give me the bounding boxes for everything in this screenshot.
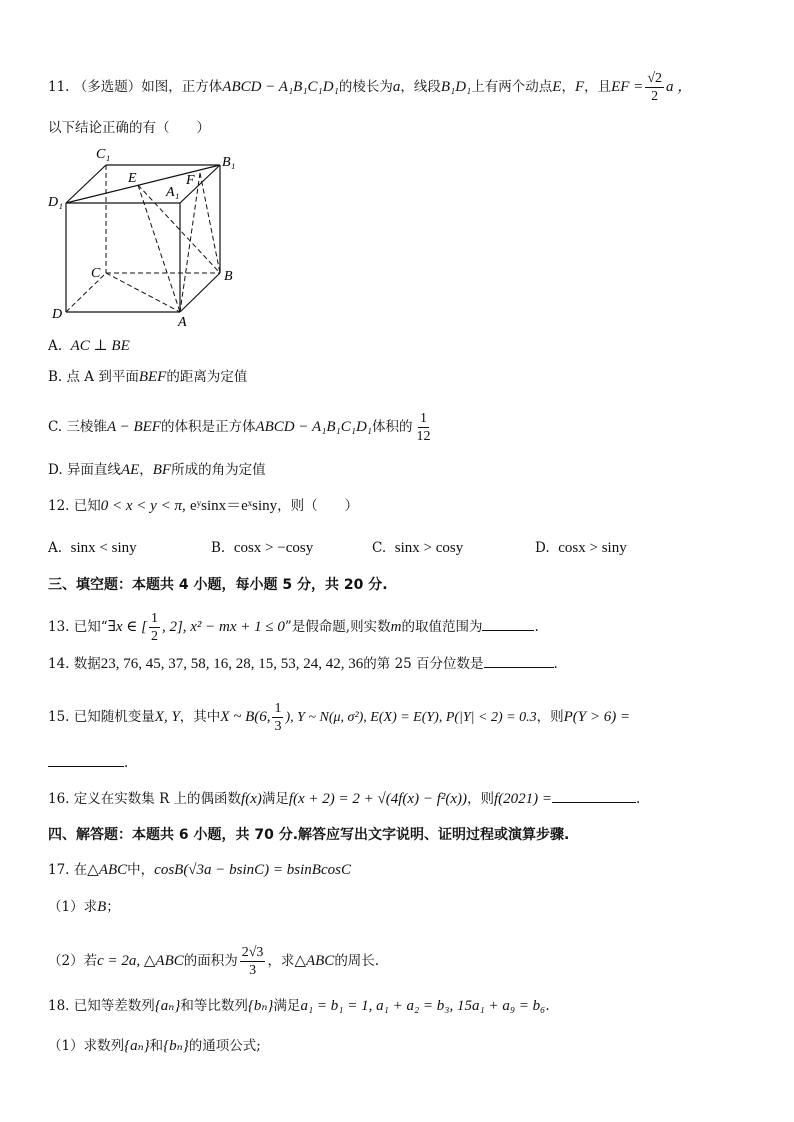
q17-number: 17.	[48, 862, 70, 878]
q17-part2-math: c = 2a, △ABC	[97, 953, 184, 969]
q14-answer-blank[interactable]	[484, 653, 554, 668]
q13-text-b: ”是假命题,则实数	[284, 619, 391, 635]
q15-ask: P(Y > 6) =	[563, 709, 631, 725]
q13-frac-num: 1	[150, 611, 158, 626]
q15-text-b: ，其中	[179, 709, 221, 725]
q16-fx: f(x)	[241, 791, 262, 807]
q13-text-c: 的取值范围为	[401, 619, 483, 635]
q15-number: 15.	[48, 709, 70, 725]
q11-stem-c: ，线段	[400, 79, 441, 95]
q18-stem	[48, 996, 550, 1016]
q11-option-d-letter: D.	[48, 462, 63, 478]
q13-frac-den: 2	[150, 629, 158, 644]
q16-eq: f(x + 2) = 2 + √(4f(x) − f²(x))	[288, 791, 468, 807]
q11-option-c-text-b: 的体积是正方体	[160, 419, 256, 435]
q17-part1-B: B	[97, 899, 107, 915]
q15-fraction	[272, 700, 283, 735]
q17-part2-text-c: ，求	[267, 953, 295, 969]
q12-eq: eʸsinx＝eˣsiny	[190, 498, 278, 514]
q11-number: 11.	[48, 79, 70, 95]
label-B1: B₁	[222, 155, 236, 170]
q12-cond: 0 < x < y < π,	[100, 498, 186, 514]
q11-a: a	[392, 79, 401, 95]
q11-option-c-math1: A − BEF	[106, 419, 161, 435]
q13-m: m	[390, 619, 402, 635]
cube-figure	[48, 140, 248, 330]
q17-part2-num: 2√3	[241, 945, 264, 960]
q11-option-c-text-c: 体积的	[372, 419, 413, 435]
q11-option-d-math2: BF	[152, 462, 172, 478]
q11-E: E	[552, 79, 562, 95]
q18-end: .	[545, 998, 550, 1014]
q16-text-c: ，则	[467, 791, 495, 807]
edge-D1C1	[66, 165, 106, 203]
q11-option-c-letter: C.	[48, 419, 63, 435]
q11-option-a-text: AC ⊥ BE	[70, 338, 130, 354]
q15-answer-line	[48, 752, 128, 773]
label-A1: A₁	[166, 185, 180, 200]
label-C1: C₁	[96, 147, 111, 162]
q11-option-c-text-a: 三棱锥	[66, 419, 107, 435]
q17-part2-text-d: 的周长.	[334, 953, 380, 969]
q11-option-b	[48, 367, 247, 387]
q16-answer-blank[interactable]	[552, 788, 636, 803]
q11-option-c-fraction	[415, 410, 433, 445]
q18-an: {aₙ}	[154, 998, 181, 1014]
q17-part2-tri: △ABC	[294, 953, 335, 969]
q11-option-c	[48, 410, 435, 445]
q11-cube-name: ABCD − A₁B₁C₁D₁	[222, 79, 339, 95]
q12-option-d-letter: D.	[535, 540, 550, 556]
q18-bn: {bₙ}	[247, 998, 274, 1014]
q11-option-b-text-b: 的距离为定值	[166, 369, 248, 385]
q16-stem	[48, 788, 640, 809]
q11-option-d-text-a: 异面直线	[66, 462, 121, 478]
q11-option-a-letter: A.	[48, 338, 63, 354]
q11-stem: 11. （多选题）如图，正方体ABCD − A₁B₁C₁D₁的棱长为a，线段B₁D₁上有两个动点E，F，且EF = $\frac{√2}{2}$ a ，	[48, 71, 693, 104]
edge-AB	[180, 273, 220, 312]
q14-data: 23, 76, 45, 37, 58, 16, 28, 15, 53, 24, 42, 36	[100, 656, 364, 672]
q13-text-a: 已知“	[73, 619, 108, 635]
q15-text-a: 已知随机变量	[73, 709, 155, 725]
q17-part1-end: ；	[106, 899, 120, 915]
q12-option-a-text: sinx < siny	[70, 540, 137, 556]
q12-text-b: ，则（ ）	[277, 498, 359, 514]
q11-frac-den: 2	[651, 89, 659, 104]
q18-part1-bn: {bₙ}	[163, 1038, 189, 1054]
q13-math-a: ∃x ∈ [	[107, 619, 147, 635]
q12-option-b	[211, 538, 313, 558]
q15-answer-blank[interactable]	[48, 752, 124, 767]
q11-stem-d: 上有两个动点	[471, 79, 553, 95]
q16-number: 16.	[48, 791, 70, 807]
q12-option-b-text: cosx > −cosy	[233, 540, 314, 556]
section-solution-heading: 四、解答题：本题共 6 小题，共 70 分.解答应写出文字说明、证明过程或演算步骤.	[48, 827, 570, 843]
label-C: C	[91, 266, 101, 281]
q12-text-a: 已知	[73, 498, 101, 514]
q13-answer-blank[interactable]	[482, 616, 534, 631]
q11-option-b-text-a: 点 A 到平面	[66, 369, 139, 385]
q17-part1-text: （1）求	[48, 899, 98, 915]
q15-vars: X, Y	[154, 709, 180, 725]
q18-part1-text-b: 的通项公式;	[188, 1038, 261, 1054]
q11-seg: B₁D₁	[440, 79, 472, 95]
label-A: A	[178, 315, 187, 330]
q18-part1-an: {aₙ}	[124, 1038, 150, 1054]
q12-option-b-letter: B.	[211, 540, 226, 556]
q17-part2-text-b: 的面积为	[183, 953, 238, 969]
label-D1: D₁	[48, 195, 63, 210]
q15-end: .	[124, 755, 129, 771]
q11-tag: （多选题）	[73, 79, 142, 95]
q17-text-b: 中，	[127, 862, 155, 878]
q12-stem	[48, 496, 358, 516]
q18-number: 18.	[48, 998, 70, 1014]
label-B: B	[224, 269, 233, 284]
q14-text-b: 的第 25 百分位数是	[363, 656, 484, 672]
q11-stem-a: 如图，正方体	[141, 79, 223, 95]
q11-stem-b: 的棱长为	[338, 79, 393, 95]
q14-end: .	[553, 656, 558, 672]
q11-frac-num: √2	[647, 71, 662, 86]
q14-stem	[48, 653, 558, 674]
q15-frac-num: 1	[274, 701, 282, 716]
q18-part1	[48, 1036, 261, 1056]
q17-stem	[48, 860, 351, 880]
q16-end: .	[636, 791, 641, 807]
q17-part2-den: 3	[249, 963, 257, 978]
q11-option-c-den: 12	[416, 429, 431, 444]
q12-option-d-text: cosx > siny	[558, 540, 627, 556]
q11-stem-e: ，且	[584, 79, 612, 95]
q11-option-d-sep: ，	[139, 462, 153, 478]
q13-fraction	[149, 610, 160, 645]
q17-tri: △ABC	[87, 862, 128, 878]
label-D: D	[52, 307, 63, 322]
q12-option-d	[535, 538, 627, 558]
q11-EF: EF =	[611, 79, 644, 95]
q13-end: .	[534, 619, 539, 635]
q12-option-a	[48, 538, 137, 558]
q18-text-b: 和等比数列	[180, 998, 248, 1014]
q15-text-c: ，则	[536, 709, 564, 725]
q12-number: 12.	[48, 498, 70, 514]
q11-option-b-math: BEF	[138, 369, 167, 385]
q11-F: F	[574, 79, 585, 95]
q11-option-d	[48, 460, 266, 480]
q11-option-c-num: 1	[420, 411, 427, 426]
q11-option-b-letter: B.	[48, 369, 63, 385]
q16-text-a: 定义在实数集 R 上的偶函数	[73, 791, 242, 807]
q18-text-a: 已知等差数列	[73, 998, 155, 1014]
q17-text-a: 在	[73, 862, 88, 878]
q13-number: 13.	[48, 619, 70, 635]
label-E: E	[128, 171, 137, 186]
q18-part1-text-a: （1）求数列	[48, 1038, 125, 1054]
q16-text-b: 满足	[261, 791, 289, 807]
q13-math-b: , 2], x² − mx + 1 ≤ 0	[161, 619, 285, 635]
q14-number: 14.	[48, 656, 70, 672]
q11-option-c-math2: ABCD − A₁B₁C₁D₁	[255, 419, 372, 435]
label-F: F	[186, 173, 195, 188]
q17-part2	[48, 944, 379, 979]
q11-option-a	[48, 336, 130, 356]
q18-text-c: 满足	[273, 998, 301, 1014]
q18-part1-and: 和	[149, 1038, 164, 1054]
section-fill-in-heading: 三、填空题：本题共 4 小题，每小题 5 分，共 20 分.	[48, 577, 388, 593]
q12-option-a-letter: A.	[48, 540, 63, 556]
q11-line2: 以下结论正确的有（ ）	[48, 120, 210, 136]
q12-option-c	[372, 538, 463, 558]
q12-option-c-letter: C.	[372, 540, 387, 556]
q11-option-d-text-b: 所成的角为定值	[171, 462, 266, 478]
q17-part2-text-a: （2）若	[48, 953, 98, 969]
segment-FB-hidden	[200, 173, 220, 273]
q18-eq: a₁ = b₁ = 1, a₁ + a₂ = b₃, 15a₁ + a₉ = b₆	[300, 998, 546, 1014]
q11-fraction	[645, 70, 664, 105]
q15-dist-b: ), Y ~ N(μ, σ²), E(X) = E(Y), P(|Y| < 2) = 0.3	[285, 710, 537, 725]
q17-part1	[48, 897, 120, 917]
q17-eq: cosB(√3a − bsinC) = bsinBcosC	[154, 862, 351, 878]
q15-frac-den: 3	[274, 719, 282, 734]
q15-stem	[48, 700, 630, 735]
q12-option-c-text: sinx > cosy	[394, 540, 464, 556]
q11-tail: a ，	[666, 79, 693, 95]
q11-option-d-math1: AE	[120, 462, 140, 478]
q15-dist-a: X ~ B(6,	[220, 709, 271, 725]
q16-ask: f(2021) =	[494, 791, 553, 807]
q17-part2-fraction	[240, 944, 266, 979]
q13-stem	[48, 610, 539, 645]
q14-text-a: 数据	[73, 656, 101, 672]
